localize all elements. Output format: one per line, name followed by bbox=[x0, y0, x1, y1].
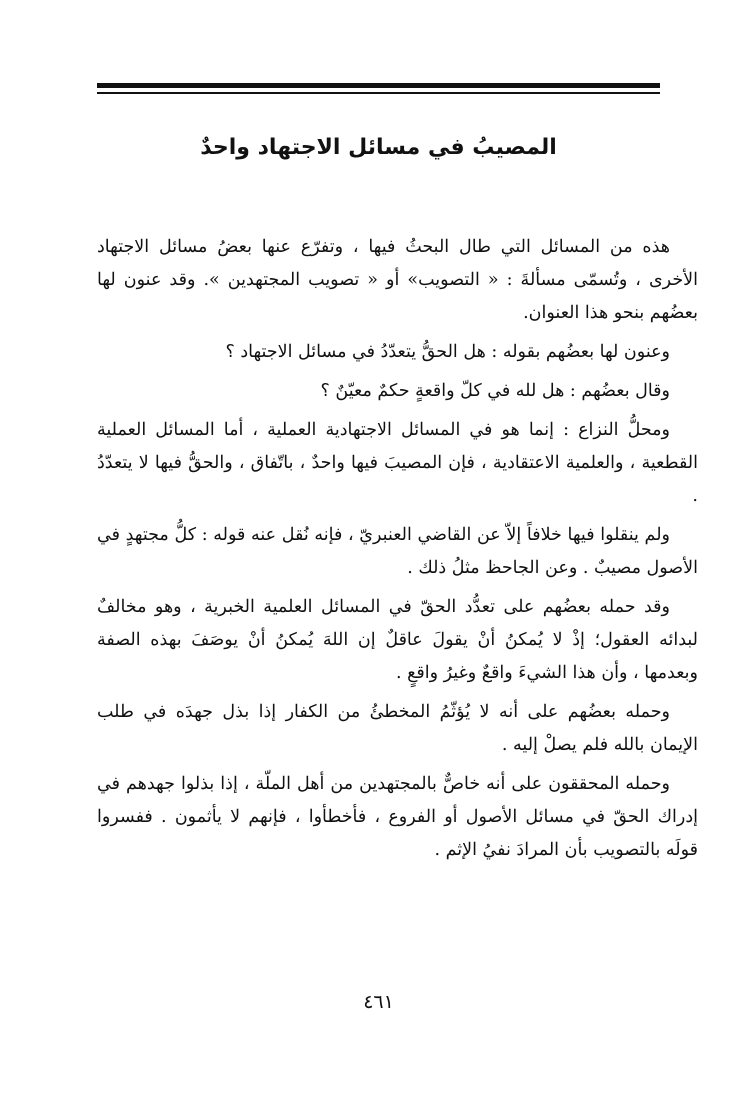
chapter-title: المصيبُ في مسائل الاجتهاد واحدٌ bbox=[200, 135, 557, 160]
page-number: ٤٦١ bbox=[363, 991, 394, 1013]
paragraph-2: وعنون لها بعضُهم بقوله : هل الحقُّ يتعدّدُ في مسائل الاجتهاد ؟ bbox=[225, 342, 670, 362]
paragraph-6: وقد حمله بعضُهم على تعدُّد الحقّ في المسائل العلمية الخبرية ، وهو مخالفٌ لبدائه العقول؛ إذْ لا يُمكنُ أنْ يقولَ عاقلٌ إن اللهَ يُمكنُ أنْ يوصَفَ بهذه الصفة وبعدمها ، وأن هذا الشيءَ واقعٌ وغيرُ واقعٍ . bbox=[97, 597, 698, 683]
body-text bbox=[97, 231, 698, 873]
paragraph-4: ومحلُّ النزاع : إنما هو في المسائل الاجتهادية العملية ، أما المسائل العملية القطعية ، والعلمية الاعتقادية ، فإن المصيبَ فيها واحدٌ ، باتّفاق ، والحقُّ فيها لا يتعدّدُ . bbox=[97, 420, 698, 506]
paragraph-3: وقال بعضُهم : هل لله في كلّ واقعةٍ حكمٌ معيّنٌ ؟ bbox=[320, 381, 670, 401]
header-rule-thin bbox=[97, 92, 660, 94]
paragraph-5: ولم ينقلوا فيها خلافاً إلاّ عن القاضي العنبريّ ، فإنه نُقل عنه قوله : كلُّ مجتهدٍ في الأصول مصيبٌ . وعن الجاحظ مثلُ ذلك . bbox=[97, 525, 698, 578]
header-rule-thick bbox=[97, 83, 660, 88]
paragraph-8: وحمله المحققون على أنه خاصٌّ بالمجتهدين من أهل الملّة ، إذا بذلوا جهدهم في إدراك الحقّ في مسائل الأصول أو الفروع ، فأخطأوا ، فإنهم لا يأثمون . ففسروا قولَه بالتصويب بأن المرادَ نفيُ الإثم . bbox=[97, 774, 698, 860]
paragraph-1: هذه من المسائل التي طال البحثُ فيها ، وتفرّع عنها بعضُ مسائل الاجتهاد الأخرى ، وتُسمّى مسألةَ : « التصويب» أو « تصويب المجتهدين ». وقد عنون لها بعضُهم بنحو هذا العنوان. bbox=[97, 237, 698, 323]
paragraph-7: وحمله بعضُهم على أنه لا يُؤثّمُ المخطئُ من الكفار إذا بذل جهدَه في طلب الإيمان بالله فلم يصلْ إليه . bbox=[97, 702, 698, 755]
